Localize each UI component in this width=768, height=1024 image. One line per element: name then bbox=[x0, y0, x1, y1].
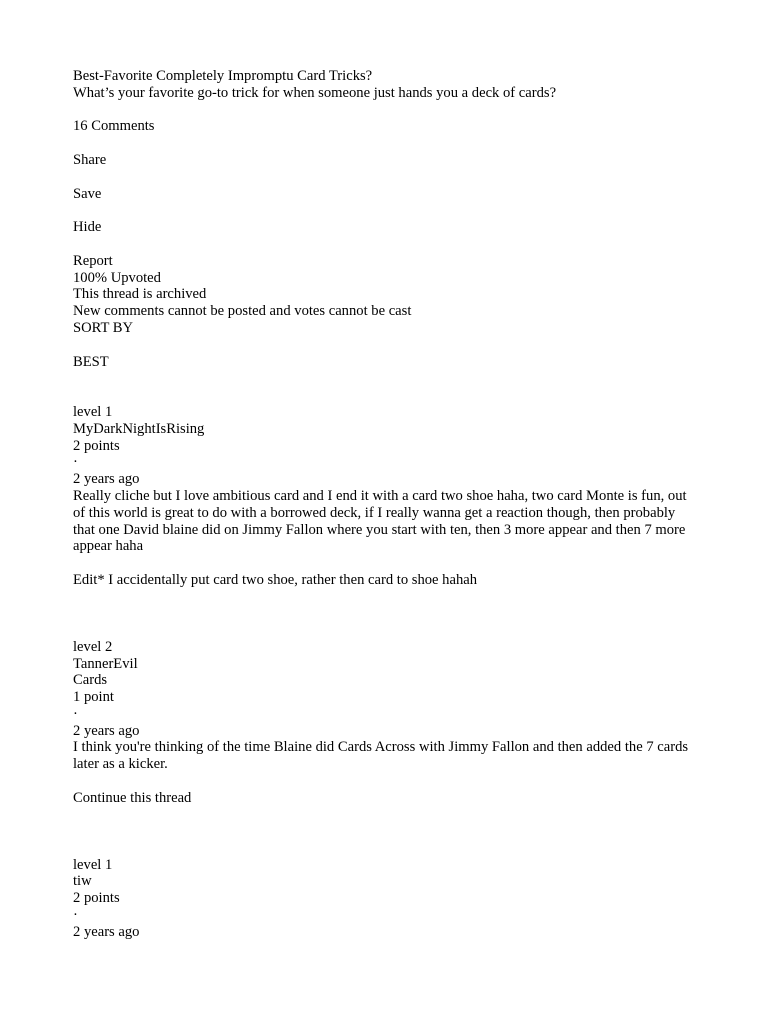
archived-note: New comments cannot be posted and votes cannot be cast bbox=[73, 303, 412, 320]
hide-button[interactable]: Hide bbox=[73, 219, 102, 236]
comment-separator: · bbox=[73, 907, 78, 924]
post-body: What’s your favorite go-to trick for when someone just hands you a deck of cards? bbox=[73, 84, 557, 101]
comment-author[interactable]: tiw bbox=[73, 873, 92, 890]
post-title[interactable]: Best-Favorite Completely Impromptu Card Tricks? bbox=[73, 68, 373, 84]
sort-label: SORT BY bbox=[73, 319, 134, 336]
continue-thread-link[interactable]: Continue this thread bbox=[73, 789, 192, 806]
upvote-percentage: 100% Upvoted bbox=[73, 269, 161, 286]
comment bbox=[73, 857, 698, 941]
comment-edit-note: Edit* I accidentally put card two shoe, rather then card to shoe hahah bbox=[73, 571, 478, 588]
comment-flair: Cards bbox=[73, 672, 108, 689]
comment-body: I think you're thinking of the time Blaine did Cards Across with Jimmy Fallon and then added the 7 cards later as a kicker. bbox=[73, 739, 689, 773]
save-button[interactable]: Save bbox=[73, 185, 102, 202]
comment-author[interactable]: TannerEvil bbox=[73, 655, 138, 672]
comments-count-link[interactable]: 16 Comments bbox=[73, 118, 155, 135]
comment-separator: · bbox=[73, 705, 78, 722]
comment-timestamp[interactable]: 2 years ago bbox=[73, 923, 140, 940]
comment-level: level 1 bbox=[73, 403, 113, 420]
comment-timestamp[interactable]: 2 years ago bbox=[73, 471, 140, 488]
comment-separator: · bbox=[73, 454, 78, 471]
comment-level: level 2 bbox=[73, 638, 113, 655]
comment-points: 1 point bbox=[73, 689, 114, 706]
comment-points: 2 points bbox=[73, 890, 120, 907]
comment bbox=[73, 639, 698, 807]
share-button[interactable]: Share bbox=[73, 151, 107, 168]
sort-dropdown[interactable]: BEST bbox=[73, 353, 109, 370]
comment-timestamp[interactable]: 2 years ago bbox=[73, 722, 140, 739]
comment-author[interactable]: MyDarkNightIsRising bbox=[73, 420, 205, 437]
thread-page bbox=[73, 68, 698, 941]
comment bbox=[73, 404, 698, 589]
comment-points: 2 points bbox=[73, 437, 120, 454]
report-button[interactable]: Report bbox=[73, 252, 113, 269]
archived-notice: This thread is archived bbox=[73, 286, 207, 303]
comment-body: Really cliche but I love ambitious card and I end it with a card two shoe haha, two card Monte is fun, out of this world is great to do with a borrowed deck, if I really wanna get a reaction though, then probably that one David blaine did on Jimmy Fallon where you start with ten, then 3 more appear and then 7 more appear haha bbox=[73, 487, 687, 555]
comment-level: level 1 bbox=[73, 856, 113, 873]
